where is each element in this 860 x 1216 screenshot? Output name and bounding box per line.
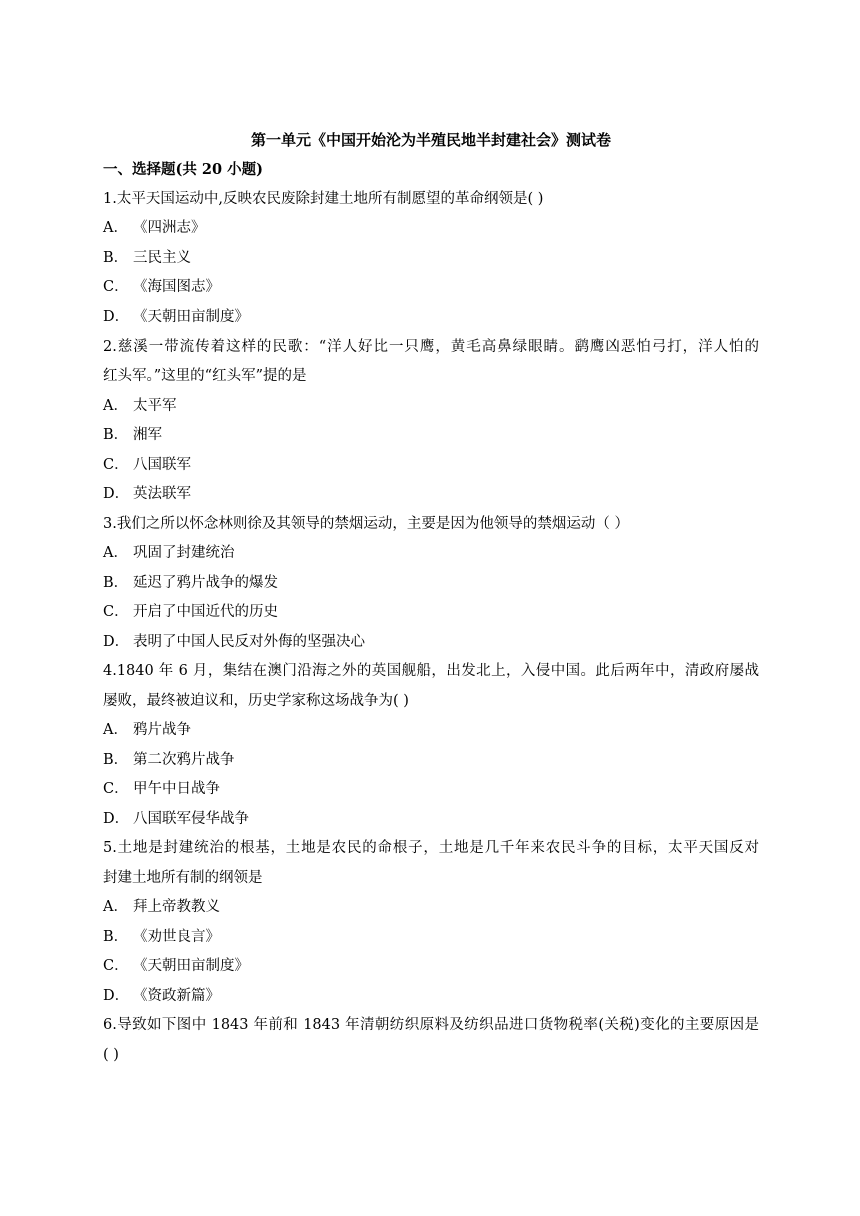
question-3-option-d (103, 632, 365, 652)
question-2-option-a (103, 396, 177, 416)
option-letter: B． (103, 427, 129, 443)
question-2-stem-line-2: 红头军。”这里的“红头军”提的是 (103, 368, 307, 384)
option-text: 《天朝田亩制度》 (133, 309, 249, 325)
option-text: 延迟了鸦片战争的爆发 (133, 575, 278, 591)
option-text: 《资政新篇》 (133, 988, 220, 1004)
option-text: 太平军 (133, 398, 177, 414)
question-6-stem-line-1: 6.导致如下图中 1843 年前和 1843 年清朝纺织原料及纺织品进口货物税率(关税)变化的主要原因是 (103, 1017, 759, 1033)
option-text: 《天朝田亩制度》 (133, 958, 249, 974)
option-text: 《劝世良言》 (133, 929, 220, 945)
option-letter: C． (103, 958, 129, 974)
option-text: 《四洲志》 (133, 220, 206, 236)
question-2-option-d (103, 484, 191, 504)
question-1-option-d (103, 307, 249, 327)
question-3-option-a (103, 543, 235, 563)
question-2-stem-line-1: 2.慈溪一带流传着这样的民歌：“洋人好比一只鹰，黄毛高鼻绿眼睛。鹞鹰凶恶怕弓打，洋人怕的 (103, 339, 759, 355)
question-3-stem: 3.我们之所以怀念林则徐及其领导的禁烟运动，主要是因为他领导的禁烟运动（ ） (103, 516, 629, 532)
option-letter: A． (103, 398, 128, 414)
option-letter: B． (103, 752, 129, 768)
question-5-stem-line-2: 封建土地所有制的纲领是 (103, 870, 263, 886)
question-4-stem-line-1: 4.1840 年 6 月，集结在澳门沿海之外的英国舰船，出发北上，入侵中国。此后两年中，清政府屡战 (103, 663, 759, 679)
question-5-option-d (103, 986, 220, 1006)
option-letter: C． (103, 279, 129, 295)
option-letter: D． (103, 309, 130, 325)
question-4-option-b (103, 750, 235, 770)
option-text: 拜上帝教教义 (133, 899, 220, 915)
option-text: 表明了中国人民反对外侮的坚强决心 (133, 634, 365, 650)
question-2-option-c (103, 455, 191, 475)
option-text: 第二次鸦片战争 (133, 752, 235, 768)
question-1-option-b (103, 248, 191, 268)
question-4-option-c (103, 779, 220, 799)
option-letter: D． (103, 988, 130, 1004)
question-3-option-c (103, 602, 278, 622)
question-4-option-a (103, 720, 191, 740)
option-letter: A． (103, 220, 128, 236)
question-2-option-b (103, 425, 162, 445)
option-letter: C． (103, 781, 129, 797)
question-4-option-d (103, 809, 249, 829)
option-letter: C． (103, 604, 129, 620)
question-1-option-c (103, 277, 220, 297)
option-letter: D． (103, 486, 130, 502)
option-text: 《海国图志》 (133, 279, 220, 295)
page-title: 第一单元《中国开始沦为半殖民地半封建社会》测试卷 (250, 131, 611, 149)
option-letter: A． (103, 545, 128, 561)
option-letter: B． (103, 575, 129, 591)
option-text: 湘军 (133, 427, 162, 443)
option-letter: D． (103, 811, 130, 827)
option-text: 开启了中国近代的历史 (133, 604, 278, 620)
question-1-option-a (103, 218, 206, 238)
question-5-option-c (103, 956, 249, 976)
option-letter: D． (103, 634, 130, 650)
option-text: 鸦片战争 (133, 722, 191, 738)
question-5-option-a (103, 897, 220, 917)
option-letter: C． (103, 457, 129, 473)
question-1-stem: 1.太平天国运动中,反映农民废除封建土地所有制愿望的革命纲领是( ) (103, 191, 544, 207)
option-text: 巩固了封建统治 (133, 545, 235, 561)
option-text: 三民主义 (133, 250, 191, 266)
option-letter: B． (103, 929, 129, 945)
option-letter: A． (103, 899, 128, 915)
option-letter: A． (103, 722, 128, 738)
option-text: 八国联军侵华战争 (133, 811, 249, 827)
question-3-option-b (103, 573, 278, 593)
option-text: 甲午中日战争 (133, 781, 220, 797)
option-letter: B． (103, 250, 129, 266)
question-6-stem-line-2: ( ) (103, 1047, 119, 1063)
option-text: 英法联军 (133, 486, 191, 502)
option-text: 八国联军 (133, 457, 191, 473)
question-5-stem-line-1: 5.土地是封建统治的根基，土地是农民的命根子，土地是几千年来农民斗争的目标，太平天国反对 (103, 840, 759, 856)
question-4-stem-line-2: 屡败，最终被迫议和，历史学家称这场战争为( ) (103, 693, 409, 709)
section-heading: 一、选择题(共 20 小题) (103, 161, 263, 178)
question-5-option-b (103, 927, 220, 947)
